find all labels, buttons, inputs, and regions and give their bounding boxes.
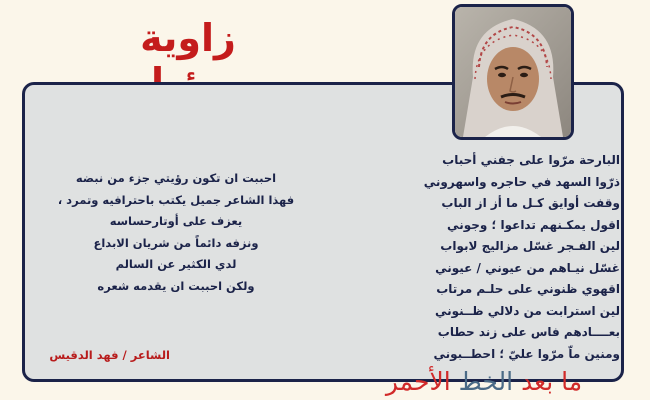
poem-line: اقهوي ظنوني على حلـم مرتاب — [436, 282, 620, 296]
poem-line: غسّل نيـاهم من عيوني / عيوني — [435, 260, 620, 275]
intro-line: لدي الكثير عن السالم — [115, 257, 237, 271]
section-title: زاوية — [140, 16, 236, 60]
poet-portrait-image — [455, 7, 571, 137]
logo-word: الخط — [458, 367, 514, 396]
logo-word: الأحمر — [385, 367, 451, 396]
intro-line: احببت ان تكون رؤيتي جزء من نبضه — [75, 171, 277, 185]
poem-line: بعــــادهم فاس على زند حطاب — [437, 325, 620, 339]
poem-line: لين استرابت من دلالي ظــنوني — [434, 303, 620, 318]
poem-line: ومنين ماّ مرّوا عليّ ؛ احطــبوني — [433, 346, 620, 361]
intro-line: يعزف على أوتارحساسه — [109, 214, 243, 228]
poem-line: البارحة مرّوا على جفني أحباب — [442, 153, 620, 167]
site-logo — [318, 364, 650, 400]
poem-line: وقفت أوايق كـل ما أز از الباب — [441, 196, 620, 210]
poet-introduction — [36, 168, 316, 300]
intro-line: فهذا الشاعر جميل يكتب باحترافيه وتمرد ، — [57, 192, 295, 207]
poem-text — [338, 150, 620, 366]
logo-word: ما بعد — [521, 367, 583, 396]
poet-credit: الشاعر / فهد الدقيس — [49, 348, 170, 362]
poem-line: اقول يمكـنهم تداعوا ؛ وجوني — [447, 217, 620, 232]
intro-line: ونزفه دائماً من شريان الابداع — [93, 235, 259, 250]
intro-line: ولكن احببت ان يقدمه شعره — [97, 278, 255, 293]
poem-line: لين الفـجر غسّل مزاليج لابواب — [440, 239, 620, 253]
poem-line: ذرّوا السهد في حاجره واسهروني — [423, 174, 620, 189]
poet-photo — [452, 4, 574, 140]
